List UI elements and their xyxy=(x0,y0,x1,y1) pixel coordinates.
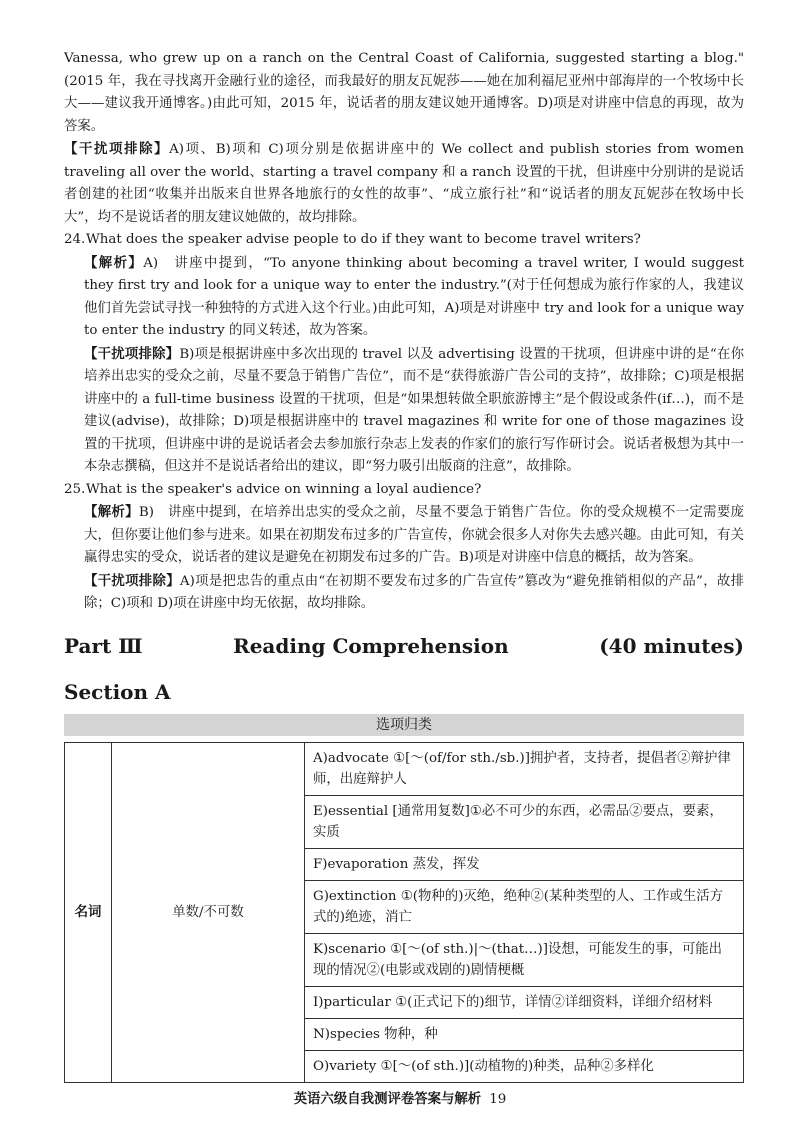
vocab-entry: G)extinction ①(物种的)灭绝，绝种②(某种类型的人、工作或生活方式的)绝迹，消亡 xyxy=(305,880,744,933)
part-heading xyxy=(64,634,744,658)
answer-23-continuation: Vanessa, who grew up on a ranch on the Central Coast of California, suggested starting a blog."(2015 年，我在寻找离开金融行业的途径，而我最好的朋友瓦妮莎——她在加利福尼亚州中部海岸的一个牧场中长大——建议我开通博客。)由此可知，2015 年，说话者的朋友建议她开通博客。D)项是对讲座中信息的再现，故为答案。 xyxy=(64,51,744,134)
vocab-entry: N)species 物种，种 xyxy=(305,1018,744,1050)
question-text: What is the speaker's advice on winning a loyal audience? xyxy=(86,481,482,497)
vocab-entry: E)essential [通常用复数]①必不可少的东西，必需品②要点，要素，实质 xyxy=(305,795,744,848)
distractor-text: B)项是根据讲座中多次出现的 travel 以及 advertising 设置的干扰项，但讲座中讲的是“在你培养出忠实的受众之前，尽量不要急于销售广告位”，而不是“获得旅游广告公司的支持”，故排除；C)项是根据讲座中的 a full-time business 设置的干扰项，但是“如果想转做全职旅游博主”是个假设或条件(if…)，而不是建议(advise)，故排除；D)项是根据讲座中的 travel magazines 和 write for one of those magazines 设置的干扰项，但讲座中讲的是说话者会去参加旅行杂志上发表的作家们的旅行写作研讨会。说话者极想为其中一本杂志撰稿，但这并不是说话者给出的建议，即“努力吸引出版商的注意”，故排除。 xyxy=(84,346,745,474)
page-footer xyxy=(0,1088,800,1107)
vocabulary-table xyxy=(64,742,744,1083)
distractor-text: A)项、B)项和 C)项分别是依据讲座中的 We collect and publish stories from women traveling all over the world、starting a travel company 和 a ranch 设置的干扰，但讲座中分别讲的是说话者创建的社团“收集并出版来自世界各地旅行的女性的故事”、“成立旅行社”和“说话者的朋友瓦妮莎在牧场中长大”，均不是说话者的朋友建议她做的，故均排除。 xyxy=(64,142,745,225)
distractor-text: A)项是把忠告的重点由“在初期不要发布过多的广告宣传”篡改为“避免推销相似的产品”，故排除；C)项和 D)项在讲座中均无依据，故均排除。 xyxy=(84,573,745,611)
distractor-tag: 【干扰项排除】 xyxy=(84,345,180,362)
part-title: Reading Comprehension xyxy=(233,633,509,658)
question-text: What does the speaker advise people to do if they want to become travel writers? xyxy=(86,232,641,247)
table-row xyxy=(65,742,744,795)
question-number: 24. xyxy=(64,232,86,247)
part-of-speech-cell: 名词 xyxy=(65,742,112,1082)
analysis-tag: 【解析】 xyxy=(84,254,144,271)
vocab-entry: I)particular ①(正式记下的)细节，详情②详细资料，详细介绍材料 xyxy=(305,986,744,1018)
vocab-entry: A)advocate ①[～(of/for sth./sb.)]拥护者，支持者，提倡者②辩护律师，出庭辩护人 xyxy=(305,742,744,795)
vocab-entry: O)variety ①[～(of sth.)](动植物的)种类，品种②多样化 xyxy=(305,1050,744,1082)
question-25 xyxy=(64,479,744,502)
category-cell: 单数/不可数 xyxy=(112,742,305,1082)
answer-25-analysis xyxy=(64,501,744,570)
question-24 xyxy=(64,229,744,252)
part-label: Part Ⅲ xyxy=(64,633,143,658)
analysis-text: B) 讲座中提到，在培养出忠实的受众之前，尽量不要急于销售广告位。你的受众规模不一定需要庞大，但你要让他们参与进来。如果在初期发布过多的广告宣传，你就会很多人对你失去感兴趣。由此可知，有关赢得忠实的受众，说话者的建议是避免在初期发布过多的广告。B)项是对讲座中信息的概括，故为答案。 xyxy=(84,505,745,565)
answer-25-distractor xyxy=(64,570,744,616)
vocab-entry: F)evaporation 蒸发，挥发 xyxy=(305,848,744,880)
answer-24-analysis xyxy=(64,252,744,343)
footer-title: 英语六级自我测评卷答案与解析 xyxy=(293,1091,482,1107)
part-time: (40 minutes) xyxy=(599,633,744,658)
distractor-tag: 【干扰项排除】 xyxy=(84,572,180,589)
analysis-text: A) 讲座中提到，“To anyone thinking about becoming a travel writer, I would suggest they first try and look for a unique way to enter the industry.”(对于任何想成为旅行作家的人，我建议他们首先尝试寻找一种独特的方式进入这个行业。)由此可知，A)项是对讲座中 try and look for a unique way to enter the industry 的同义转述，故为答案。 xyxy=(84,255,745,338)
options-classification-band: 选项归类 xyxy=(64,714,744,736)
section-title: Section A xyxy=(64,679,171,704)
distractor-tag: 【干扰项排除】 xyxy=(64,141,170,157)
answer-23-distractor xyxy=(64,138,744,229)
vocab-entry: K)scenario ①[～(of sth.)|～(that…)]设想，可能发生的事，可能出现的情况②(电影或戏剧的)剧情梗概 xyxy=(305,933,744,986)
analysis-tag: 【解析】 xyxy=(84,504,139,520)
page-number: 19 xyxy=(489,1092,507,1107)
answer-24-distractor xyxy=(64,343,744,479)
page-content xyxy=(64,48,744,1083)
question-number: 25. xyxy=(64,481,86,497)
